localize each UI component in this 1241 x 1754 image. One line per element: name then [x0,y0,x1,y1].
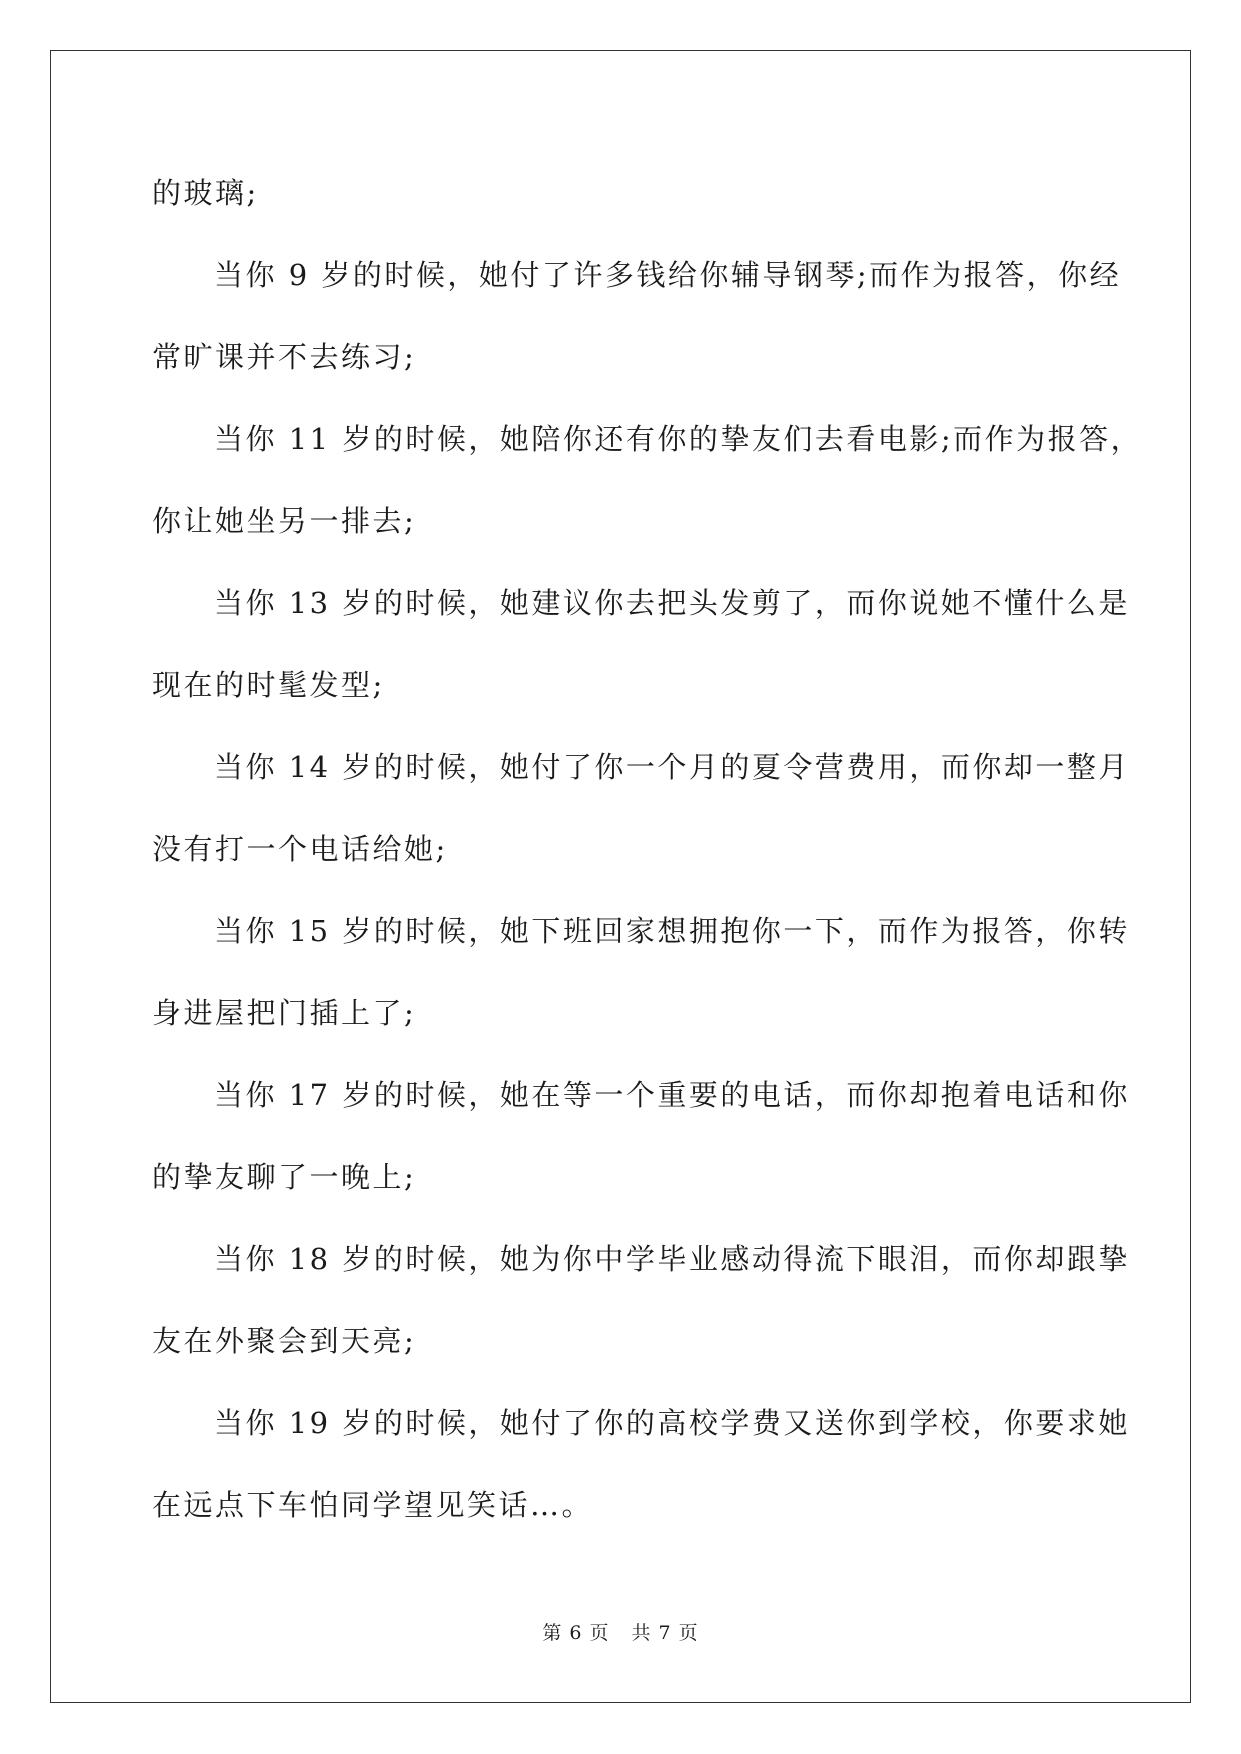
total-page-count: 共 7 页 [631,1622,699,1644]
text-line: 现在的时髦发型; [152,668,385,702]
text-line: 在远点下车怕同学望见笑话…。 [152,1488,594,1522]
text-line: 的挚友聊了一晚上; [152,1160,417,1194]
text-line: 没有打一个电话给她; [152,832,448,866]
text-line: 的玻璃; [152,176,259,210]
paragraph-start-line: 当你 11 岁的时候，她陪你还有你的挚友们去看电影;而作为报答， [214,422,1143,456]
text-line: 友在外聚会到天亮; [152,1324,417,1358]
paragraph-start-line: 当你 15 岁的时候，她下班回家想拥抱你一下，而作为报答，你转 [214,914,1130,948]
paragraph-start-line: 当你 14 岁的时候，她付了你一个月的夏令营费用，而你却一整月 [214,750,1130,784]
paragraph-start-line: 当你 17 岁的时候，她在等一个重要的电话，而你却抱着电话和你 [214,1078,1130,1112]
text-line: 常旷课并不去练习; [152,340,417,374]
text-line: 你让她坐另一排去; [152,504,417,538]
page-footer [0,1618,1241,1645]
paragraph-start-line: 当你 19 岁的时候，她付了你的高校学费又送你到学校，你要求她 [214,1406,1130,1440]
paragraph-start-line: 当你 13 岁的时候，她建议你去把头发剪了，而你说她不懂什么是 [214,586,1130,620]
paragraph-start-line: 当你 9 岁的时候，她付了许多钱给你辅导钢琴;而作为报答，你经 [214,258,1122,292]
document-body [152,152,1143,1546]
paragraph-start-line: 当你 18 岁的时候，她为你中学毕业感动得流下眼泪，而你却跟挚 [214,1242,1130,1276]
text-line: 身进屋把门插上了; [152,996,417,1030]
current-page-number: 第 6 页 [542,1622,610,1644]
